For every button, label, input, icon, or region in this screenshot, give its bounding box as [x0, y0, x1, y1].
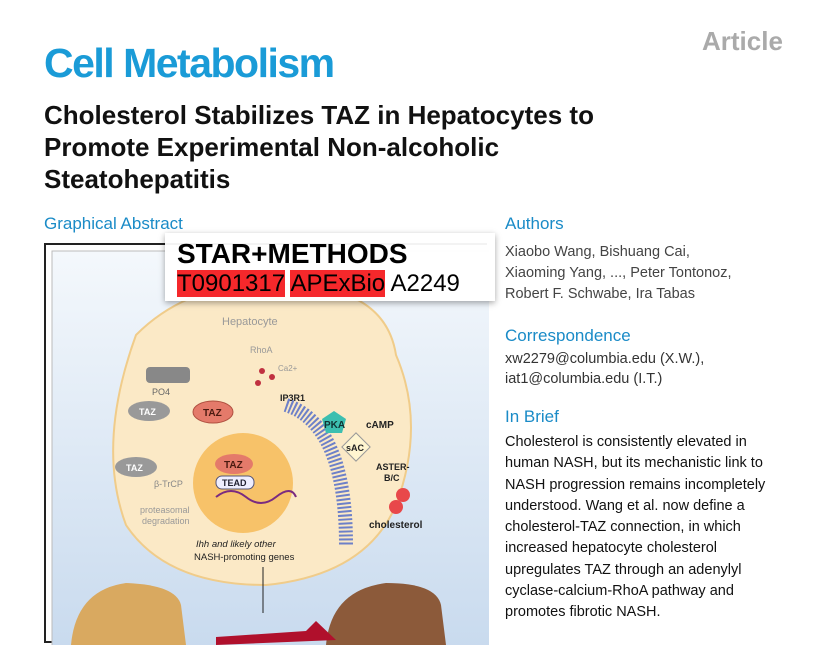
- journal-name: Cell Metabolism: [44, 40, 334, 86]
- label-proteasomal: proteasomal: [140, 505, 190, 515]
- brief-line: upregulates TAZ through an adenylyl: [505, 561, 742, 578]
- article-title: [44, 99, 744, 195]
- label-hepatocyte: Hepatocyte: [222, 316, 278, 328]
- vendor-highlight: APExBio: [290, 270, 386, 297]
- label-taz: TAZ: [126, 463, 143, 473]
- label-taz: TAZ: [224, 460, 243, 471]
- brief-line: Cholesterol is consistently elevated in: [505, 434, 747, 450]
- label-camp: cAMP: [366, 420, 394, 431]
- label-aster-bc: B/C: [384, 473, 400, 483]
- overlay-title: STAR+METHODS: [177, 238, 408, 269]
- correspondence-list: [505, 349, 704, 389]
- title-line: Promote Experimental Non-alcoholic: [44, 132, 500, 162]
- label-ip3r1: IP3R1: [280, 393, 306, 403]
- authors-list: [505, 242, 732, 305]
- graphical-abstract-figure: [44, 243, 487, 643]
- graphical-abstract-heading: Graphical Abstract: [44, 214, 183, 233]
- compound-highlight: T0901317: [177, 270, 286, 297]
- figure-illustration: [46, 245, 489, 645]
- title-line: Steatohepatitis: [44, 164, 231, 194]
- author-line: Xiaobo Wang, Bishuang Cai,: [505, 244, 690, 260]
- brief-line: human NASH, but its mechanistic link to: [505, 455, 763, 472]
- email-link[interactable]: iat1@columbia.edu (I.T.): [505, 371, 663, 387]
- brief-line: cholesterol-TAZ connection, in which: [505, 519, 741, 536]
- brief-line: increased hepatocyte cholesterol: [505, 540, 717, 557]
- title-line: Cholesterol Stabilizes TAZ in Hepatocytes to: [44, 100, 594, 130]
- author-line: Xiaoming Yang, ..., Peter Tontonoz,: [505, 265, 732, 281]
- catalog-number: A2249: [390, 270, 460, 297]
- correspondence-heading: Correspondence: [505, 326, 631, 345]
- lats-box: [146, 367, 190, 383]
- email-link[interactable]: xw2279@columbia.edu (X.W.),: [505, 351, 705, 367]
- label-btrcp: β-TrCP: [154, 479, 183, 489]
- label-po4: PO4: [152, 387, 171, 397]
- label-rhoa: RhoA: [250, 345, 273, 355]
- in-brief-heading: In Brief: [505, 407, 559, 426]
- label-sac: sAC: [346, 443, 365, 453]
- label-pka: PKA: [324, 420, 346, 431]
- article-type: Article: [702, 26, 783, 56]
- label-genes: NASH-promoting genes: [194, 552, 295, 563]
- brief-line: understood. Wang et al. now define a: [505, 497, 745, 514]
- brief-line: NASH progression remains incompletely: [505, 476, 766, 493]
- label-ca: Ca2+: [278, 364, 298, 373]
- label-tead: TEAD: [222, 478, 247, 488]
- reagent-line: [177, 270, 460, 298]
- star-methods-overlay: [165, 233, 495, 301]
- brief-line: promotes fibrotic NASH.: [505, 604, 661, 621]
- author-line: Robert F. Schwabe, Ira Tabas: [505, 286, 695, 302]
- in-brief-text: [505, 432, 805, 624]
- label-genes: Ihh and likely other: [196, 539, 276, 550]
- brief-line: cyclase-calcium-RhoA pathway and: [505, 583, 734, 600]
- label-cholesterol: cholesterol: [369, 520, 423, 531]
- label-degradation: degradation: [142, 516, 190, 526]
- label-taz: TAZ: [203, 408, 222, 419]
- cholesterol-icon: [396, 488, 410, 502]
- label-taz: TAZ: [139, 407, 156, 417]
- label-aster: ASTER-: [376, 462, 410, 472]
- authors-heading: Authors: [505, 214, 564, 233]
